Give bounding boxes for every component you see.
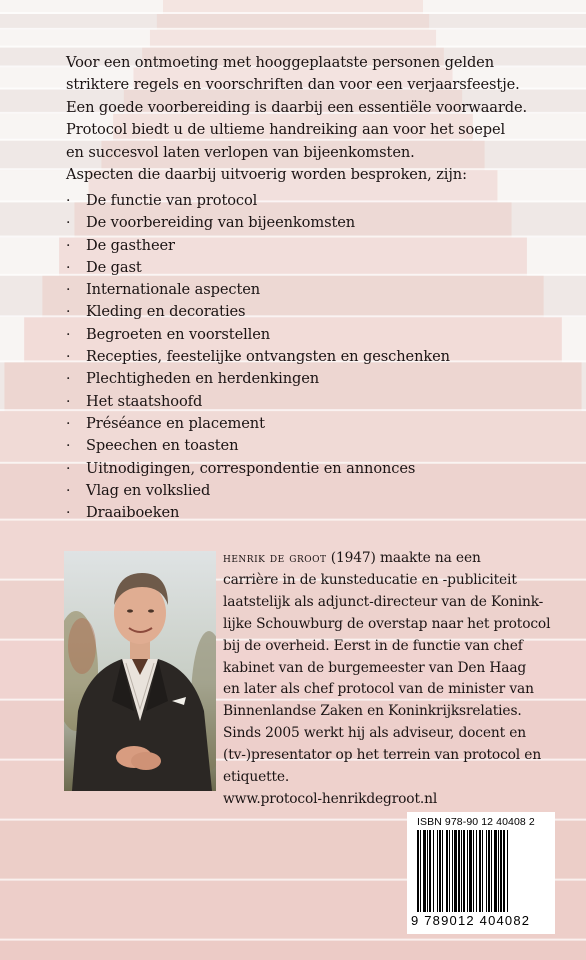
bullet-icon: · bbox=[66, 259, 71, 276]
bullet-icon: · bbox=[66, 460, 71, 477]
author-bio bbox=[223, 548, 568, 811]
topic-item bbox=[66, 279, 526, 301]
topic-item bbox=[66, 212, 526, 234]
topic-label: Het staatshoofd bbox=[86, 392, 203, 410]
topic-label: De gast bbox=[86, 258, 142, 276]
bullet-icon: · bbox=[66, 237, 71, 254]
topic-item bbox=[66, 480, 526, 502]
topic-item bbox=[66, 502, 526, 524]
topic-label: Préséance en placement bbox=[86, 414, 265, 432]
topic-label: Kleding en decoraties bbox=[86, 303, 246, 321]
topic-label: Recepties, feestelijke ontvangsten en geschenken bbox=[86, 348, 450, 366]
bullet-icon: · bbox=[66, 304, 71, 321]
topic-item bbox=[66, 257, 526, 279]
topic-label: Vlag en volkslied bbox=[86, 481, 211, 499]
topic-label: Speechen en toasten bbox=[86, 437, 239, 455]
intro-line: Voor een ontmoeting met hooggeplaatste personen gelden bbox=[66, 54, 495, 71]
bio-line: bij de overheid. Eerst in de functie van chef bbox=[223, 637, 523, 654]
topic-list bbox=[66, 190, 526, 524]
intro-text bbox=[66, 52, 536, 186]
topic-label: De voorbereiding van bijeenkomsten bbox=[86, 214, 356, 232]
topic-label: De functie van protocol bbox=[86, 192, 258, 209]
bio-line: Sinds 2005 werkt hij als adviseur, docent en bbox=[223, 725, 527, 742]
bullet-icon: · bbox=[66, 415, 71, 432]
topic-label: Internationale aspecten bbox=[86, 281, 261, 299]
topic-item bbox=[66, 346, 526, 368]
bio-line: carrière in de kunsteducatie en -publiciteit bbox=[223, 571, 517, 588]
website-link[interactable]: www.protocol-henrikdegroot.nl bbox=[223, 790, 438, 807]
topic-item bbox=[66, 435, 526, 457]
bullet-icon: · bbox=[66, 282, 71, 299]
topic-label: Plechtigheden en herdenkingen bbox=[86, 370, 320, 388]
isbn-barcode bbox=[407, 812, 555, 934]
intro-line: en succesvol laten verlopen van bijeenkomsten. bbox=[66, 143, 415, 161]
author-photo bbox=[64, 551, 216, 791]
bullet-icon: · bbox=[66, 193, 71, 209]
topic-label: Begroeten en voorstellen bbox=[86, 325, 271, 343]
bio-line: en later als chef protocol van de minister van bbox=[223, 681, 534, 698]
author-name: henrik de groot bbox=[223, 551, 327, 566]
isbn-label: ISBN 978-90 12 40408 2 bbox=[417, 816, 535, 828]
bullet-icon: · bbox=[66, 349, 71, 366]
bullet-icon: · bbox=[66, 215, 71, 232]
bio-line: (tv-)presentator op het terrein van protocol en bbox=[223, 747, 542, 764]
bio-line: lijke Schouwburg de overstap naar het protocol bbox=[223, 615, 551, 632]
topic-item bbox=[66, 368, 526, 390]
bullet-icon: · bbox=[66, 371, 71, 388]
bio-line: laatstelijk als adjunct-directeur van de Konink- bbox=[223, 593, 544, 610]
intro-line: Een goede voorbereiding is daarbij een essentiële voorwaarde. bbox=[66, 98, 528, 116]
topic-item bbox=[66, 190, 526, 212]
topic-item bbox=[66, 413, 526, 435]
topic-label: De gastheer bbox=[86, 236, 175, 254]
topic-label: Uitnodigingen, correspondentie en annonces bbox=[86, 459, 416, 477]
bullet-icon: · bbox=[66, 393, 71, 410]
intro-line: Protocol biedt u de ultieme handreiking aan voor het soepel bbox=[66, 121, 506, 139]
topic-item bbox=[66, 458, 526, 480]
topic-item bbox=[66, 324, 526, 346]
intro-line: Aspecten die daarbij uitvoerig worden besproken, zijn: bbox=[66, 166, 467, 184]
bio-line: Binnenlandse Zaken en Koninkrijksrelaties. bbox=[223, 703, 522, 720]
bullet-icon: · bbox=[66, 326, 71, 343]
bio-first-line bbox=[223, 548, 568, 570]
topic-item bbox=[66, 391, 526, 413]
bullet-icon: · bbox=[66, 505, 71, 522]
topic-item bbox=[66, 301, 526, 323]
intro-line: striktere regels en voorschriften dan voor een verjaarsfeestje. bbox=[66, 76, 520, 94]
bio-line: kabinet van de burgemeester van Den Haag bbox=[223, 659, 527, 676]
topic-label: Draaiboeken bbox=[86, 504, 180, 522]
topic-item bbox=[66, 235, 526, 257]
barcode-digits: 9 789012 404082 bbox=[411, 913, 531, 928]
bio-line: etiquette. bbox=[223, 769, 290, 786]
bio-line: (1947) maakte na een bbox=[326, 550, 481, 566]
bullet-icon: · bbox=[66, 482, 71, 499]
bullet-icon: · bbox=[66, 438, 71, 455]
barcode-bars bbox=[415, 830, 547, 912]
